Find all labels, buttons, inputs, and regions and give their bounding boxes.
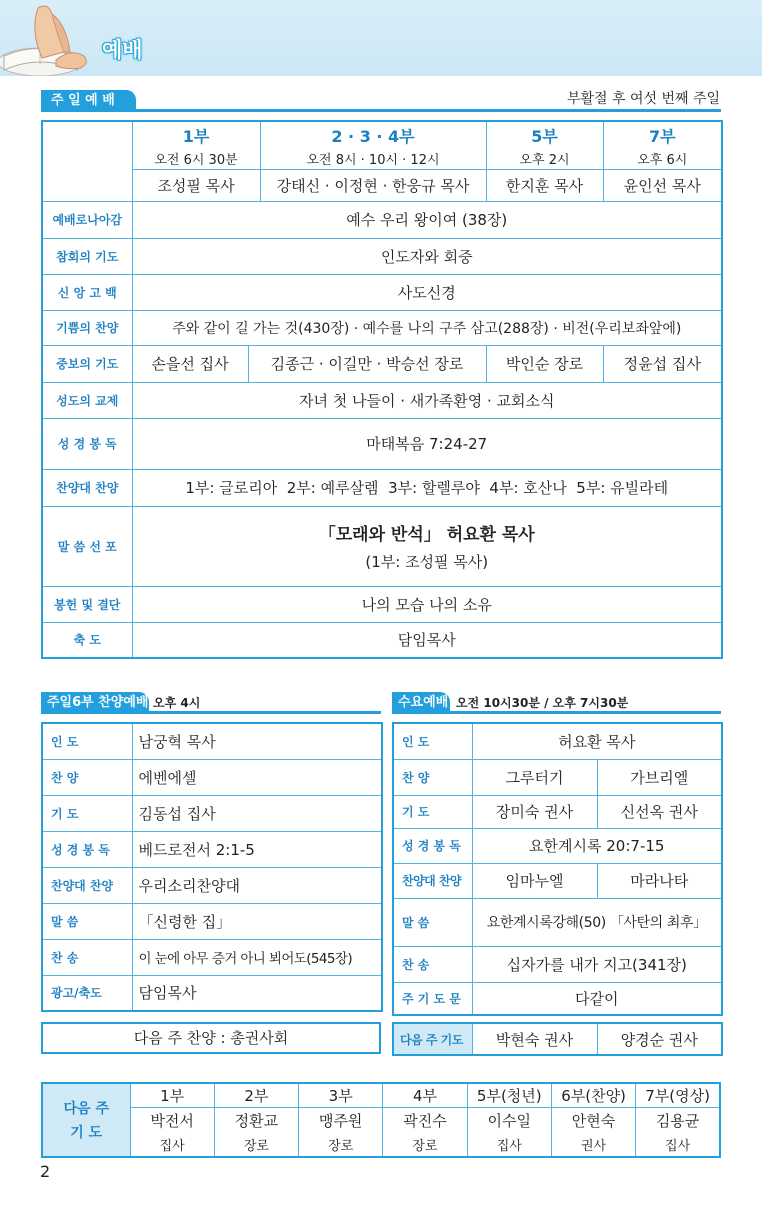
service-leader: 한지훈 목사 [486,169,603,201]
prayer-part: 2부 [214,1083,298,1107]
sermon-note: (1부: 조성필 목사) [365,553,489,571]
row-label: 광고/축도 [42,975,132,1011]
row-value: 예수 우리 왕이여 (38장) [132,201,722,238]
row-value: 자녀 첫 나들이 · 새가족환영 · 교회소식 [132,382,722,418]
row-label: 성도의 교제 [42,382,132,418]
sermon-title: 「모래와 반석」 허요환 목사 [318,525,535,545]
row-label: 예배로나아감 [42,201,132,238]
row-value: 베드로전서 2:1-5 [132,831,382,867]
wednesday-table [392,722,723,1016]
row-value: 가브리엘 [597,759,722,795]
row-value: 요한계시록 20:7-15 [472,828,722,863]
sunday-worship-tab: 주 일 예 배 [41,90,136,112]
prayer-part: 4부 [383,1083,467,1107]
service-part: 7부 [603,121,722,149]
next-prayer-label-cell [42,1083,130,1157]
row-label: 성 경 봉 독 [42,831,132,867]
prayer-name: 김용균 [636,1107,720,1133]
page-title: 예배 [102,38,143,62]
sermon-cell [132,506,722,586]
service-time: 오전 8시 · 10시 · 12시 [260,149,486,169]
sunday-subtitle: 부활절 후 여섯 번째 주일 [566,91,720,107]
service-leader: 윤인선 목사 [603,169,722,201]
service-leader: 강태신 · 이정현 · 한웅규 목사 [260,169,486,201]
prayer-title: 집사 [636,1133,720,1157]
prayer-name: 이수일 [467,1107,551,1133]
row-value: 마라나타 [597,863,722,898]
row-label: 주 기 도 문 [393,982,472,1015]
next-prayer-label: 기 도 [70,1125,103,1141]
row-label: 말 씀 [42,903,132,939]
service-part: 1부 [132,121,260,149]
row-label: 찬 송 [42,939,132,975]
row-label: 다음 주 기도 [393,1023,472,1055]
prayer-name: 맹주원 [299,1107,383,1133]
next-week-prayer-table [41,1082,721,1158]
prayer-title: 집사 [467,1133,551,1157]
row-value: 1부: 글로리아 2부: 예루살렘 3부: 할렐루야 4부: 호산나 5부: 유빌라테 [132,469,722,506]
row-value: 신선옥 권사 [597,795,722,828]
row-value: 십자가를 내가 지고(341장) [472,946,722,982]
row-value: 그루터기 [472,759,597,795]
row-label: 말 씀 선 포 [42,506,132,586]
row-label: 성 경 봉 독 [393,828,472,863]
row-value: 임마누엘 [472,863,597,898]
service-time: 오후 2시 [486,149,603,169]
intercessor: 김종근 · 이길만 · 박승선 장로 [248,345,486,382]
prayer-name: 정환교 [214,1107,298,1133]
service-time: 오후 6시 [603,149,722,169]
prayer-title: 장로 [299,1133,383,1157]
row-value: 요한계시록강해(50) 「사탄의 최후」 [472,898,722,946]
section-rule [41,711,381,714]
prayer-part: 5부(청년) [467,1083,551,1107]
row-label: 인 도 [393,723,472,759]
intercessor: 정윤섭 집사 [603,345,722,382]
row-value: 양경순 권사 [597,1023,722,1055]
wednesday-time: 오전 10시30분 / 오후 7시30분 [456,696,629,710]
intercessor: 손을선 집사 [132,345,248,382]
row-value: 에벤에셀 [132,759,382,795]
next-prayer-label: 다음 주 [63,1101,109,1117]
section-rule [392,711,721,714]
prayer-title: 집사 [130,1133,214,1157]
row-value: 담임목사 [132,622,722,658]
row-label: 신 앙 고 백 [42,274,132,310]
corner-cell [42,121,132,201]
row-label: 찬양대 찬양 [42,867,132,903]
prayer-title: 장로 [383,1133,467,1157]
row-label: 찬양대 찬양 [42,469,132,506]
wednesday-tab: 수요예배 [392,692,450,714]
row-value: 나의 모습 나의 소유 [132,586,722,622]
prayer-title: 장로 [214,1133,298,1157]
row-label: 기쁨의 찬양 [42,310,132,345]
row-value: 남궁혁 목사 [132,723,382,759]
row-value: 다같이 [472,982,722,1015]
page-number: 2 [40,1162,51,1181]
row-value: 사도신경 [132,274,722,310]
page-header [0,0,762,76]
row-label: 성 경 봉 독 [42,418,132,469]
row-value: 마태복음 7:24-27 [132,418,722,469]
row-value: 담임목사 [132,975,382,1011]
row-value: 우리소리찬양대 [132,867,382,903]
prayer-title: 권사 [551,1133,635,1157]
prayer-name: 안현숙 [551,1107,635,1133]
row-label: 찬양대 찬양 [393,863,472,898]
next-week-praise: 다음 주 찬양 : 총권사회 [41,1022,381,1054]
wednesday-next-prayer [392,1022,723,1056]
intercessor: 박인순 장로 [486,345,603,382]
prayer-part: 7부(영상) [636,1083,720,1107]
prayer-name: 곽진수 [383,1107,467,1133]
row-value: 주와 같이 길 가는 것(430장) · 예수를 나의 구주 삼고(288장) · 비전(우리보좌앞에) [132,310,722,345]
row-label: 찬 양 [393,759,472,795]
section-rule [41,109,721,112]
row-label: 중보의 기도 [42,345,132,382]
row-value: 「신령한 집」 [132,903,382,939]
row-value: 장미숙 권사 [472,795,597,828]
row-value: 인도자와 회중 [132,238,722,274]
row-label: 기 도 [42,795,132,831]
row-label: 봉헌 및 결단 [42,586,132,622]
service-part: 5부 [486,121,603,149]
service-time: 오전 6시 30분 [132,149,260,169]
service-leader: 조성필 목사 [132,169,260,201]
praying-hands-bible-icon [0,0,100,76]
row-label: 기 도 [393,795,472,828]
row-value: 김동섭 집사 [132,795,382,831]
row-label: 축 도 [42,622,132,658]
row-label: 찬 양 [42,759,132,795]
sunday-worship-table [41,120,723,659]
sixth-service-time: 오후 4시 [153,696,201,710]
sixth-service-table [41,722,383,1012]
row-value: 이 눈에 아무 증거 아니 뵈어도(545장) [132,939,382,975]
row-value: 박현숙 권사 [472,1023,597,1055]
row-label: 찬 송 [393,946,472,982]
prayer-part: 3부 [299,1083,383,1107]
row-label: 참회의 기도 [42,238,132,274]
prayer-part: 1부 [130,1083,214,1107]
row-value: 허요환 목사 [472,723,722,759]
row-label: 인 도 [42,723,132,759]
service-part: 2 · 3 · 4부 [260,121,486,149]
row-label: 말 씀 [393,898,472,946]
sixth-service-tab: 주일6부 찬양예배 [41,692,149,714]
prayer-part: 6부(찬양) [551,1083,635,1107]
prayer-name: 박전서 [130,1107,214,1133]
